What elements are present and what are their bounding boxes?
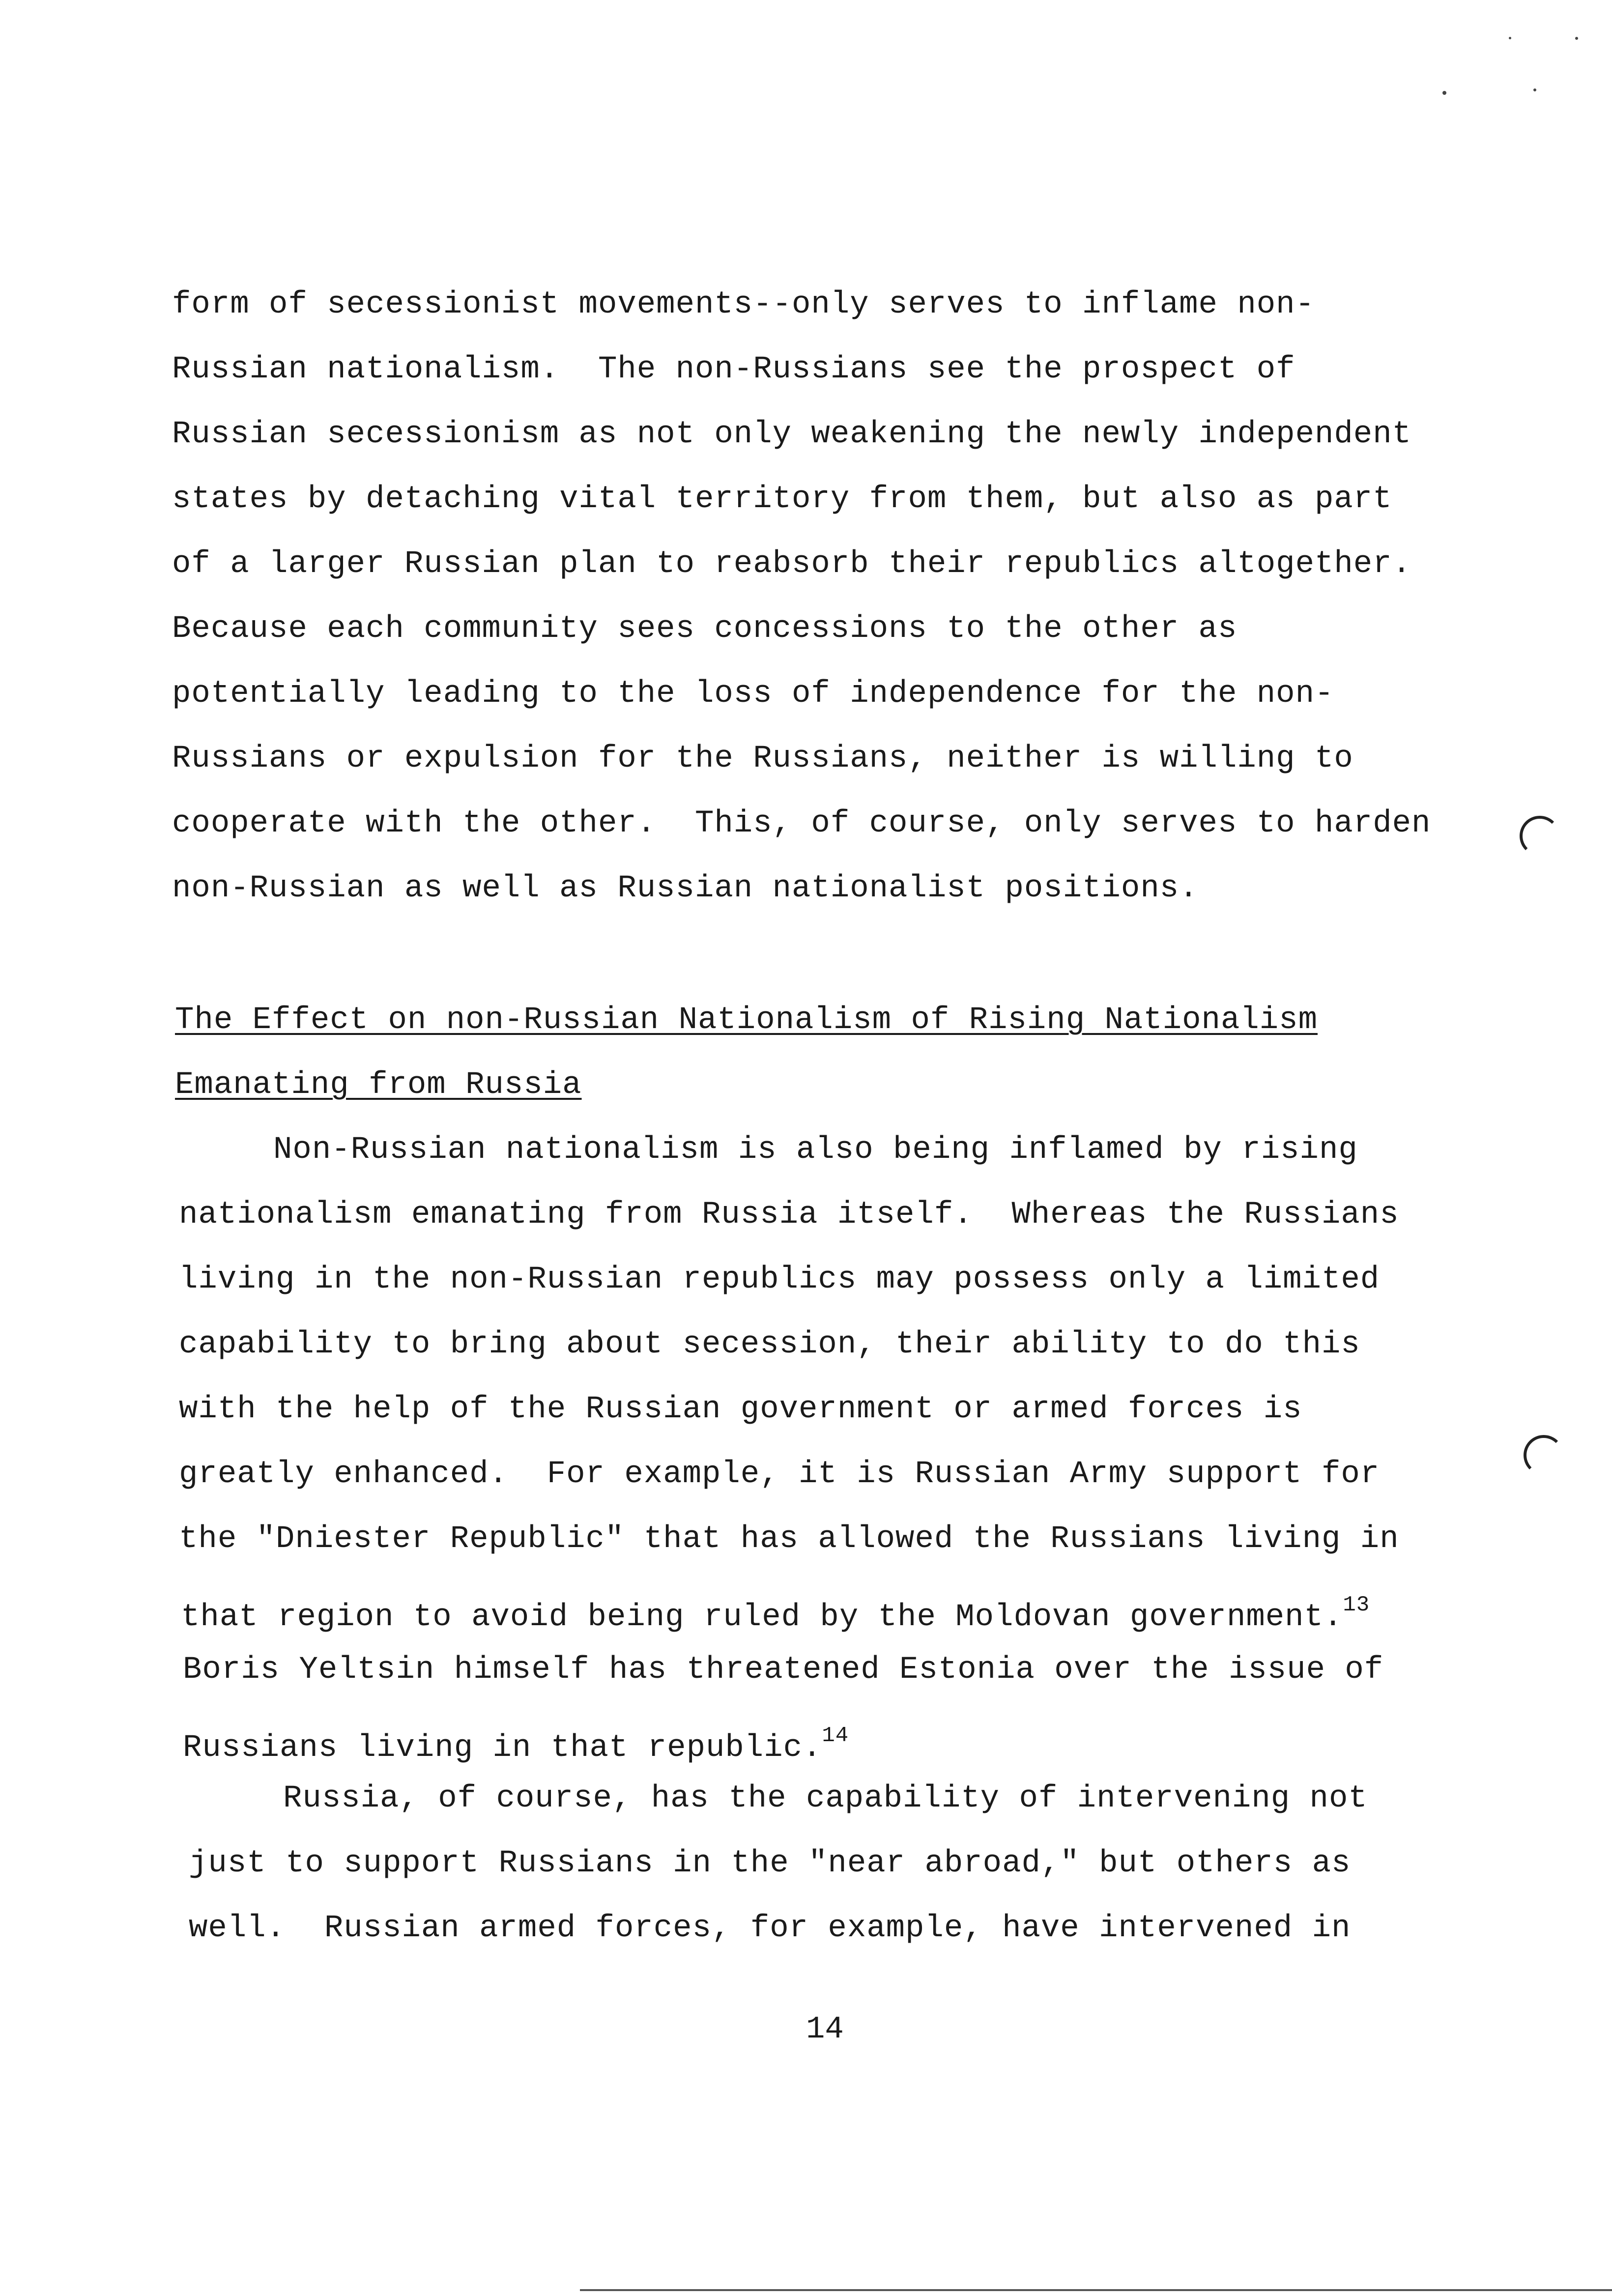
text-line: the "Dniester Republic" that has allowed the Russians living in bbox=[179, 1521, 1399, 1557]
text-line: cooperate with the other. This, of course, only serves to harden bbox=[172, 806, 1431, 841]
scan-speck bbox=[1575, 37, 1578, 40]
text-line: Russians or expulsion for the Russians, neither is willing to bbox=[172, 741, 1353, 776]
text-line bbox=[183, 1716, 849, 1768]
scan-speck bbox=[1509, 37, 1511, 39]
text-line: potentially leading to the loss of independence for the non- bbox=[172, 676, 1334, 712]
text-line: Boris Yeltsin himself has threatened Estonia over the issue of bbox=[183, 1652, 1384, 1688]
text-line: form of secessionist movements--only serves to inflame non- bbox=[172, 287, 1315, 322]
text-line: greatly enhanced. For example, it is Russian Army support for bbox=[179, 1457, 1380, 1492]
text-line: just to support Russians in the "near abroad," but others as bbox=[189, 1846, 1351, 1881]
text-line: well. Russian armed forces, for example, have intervened in bbox=[189, 1911, 1351, 1946]
section-heading-line: Emanating from Russia bbox=[175, 1067, 582, 1103]
footnote-ref-13: 13 bbox=[1343, 1593, 1370, 1617]
text-line: with the help of the Russian government or armed forces is bbox=[179, 1392, 1302, 1427]
text-line: Russia, of course, has the capability of intervening not bbox=[283, 1781, 1368, 1816]
text-line: states by detaching vital territory from them, but also as part bbox=[172, 482, 1392, 517]
scan-edge-line bbox=[580, 2289, 1612, 2291]
text-line: of a larger Russian plan to reabsorb their republics altogether. bbox=[172, 546, 1411, 582]
text-line-body: Russians living in that republic. bbox=[183, 1730, 822, 1766]
page-number: 14 bbox=[806, 2012, 844, 2047]
section-heading-line: The Effect on non-Russian Nationalism of Rising Nationalism bbox=[175, 1003, 1318, 1038]
footnote-ref-14: 14 bbox=[822, 1723, 849, 1748]
text-line: living in the non-Russian republics may possess only a limited bbox=[179, 1262, 1380, 1297]
text-line: capability to bring about secession, their ability to do this bbox=[179, 1327, 1360, 1362]
text-line-body: that region to avoid being ruled by the Moldovan government. bbox=[181, 1600, 1343, 1635]
text-line bbox=[181, 1585, 1370, 1637]
scan-speck bbox=[1442, 91, 1446, 95]
binder-hole-mark bbox=[1520, 816, 1560, 856]
text-line: Russian secessionism as not only weakening the newly independent bbox=[172, 417, 1411, 452]
text-line: Russian nationalism. The non-Russians see the prospect of bbox=[172, 352, 1295, 387]
text-line: non-Russian as well as Russian nationalist positions. bbox=[172, 871, 1199, 906]
binder-hole-mark bbox=[1524, 1435, 1564, 1475]
scan-speck bbox=[1533, 88, 1536, 91]
text-line: Because each community sees concessions to the other as bbox=[172, 611, 1238, 647]
text-line: nationalism emanating from Russia itself. Whereas the Russians bbox=[179, 1197, 1399, 1233]
text-line: Non-Russian nationalism is also being inflamed by rising bbox=[273, 1132, 1358, 1168]
